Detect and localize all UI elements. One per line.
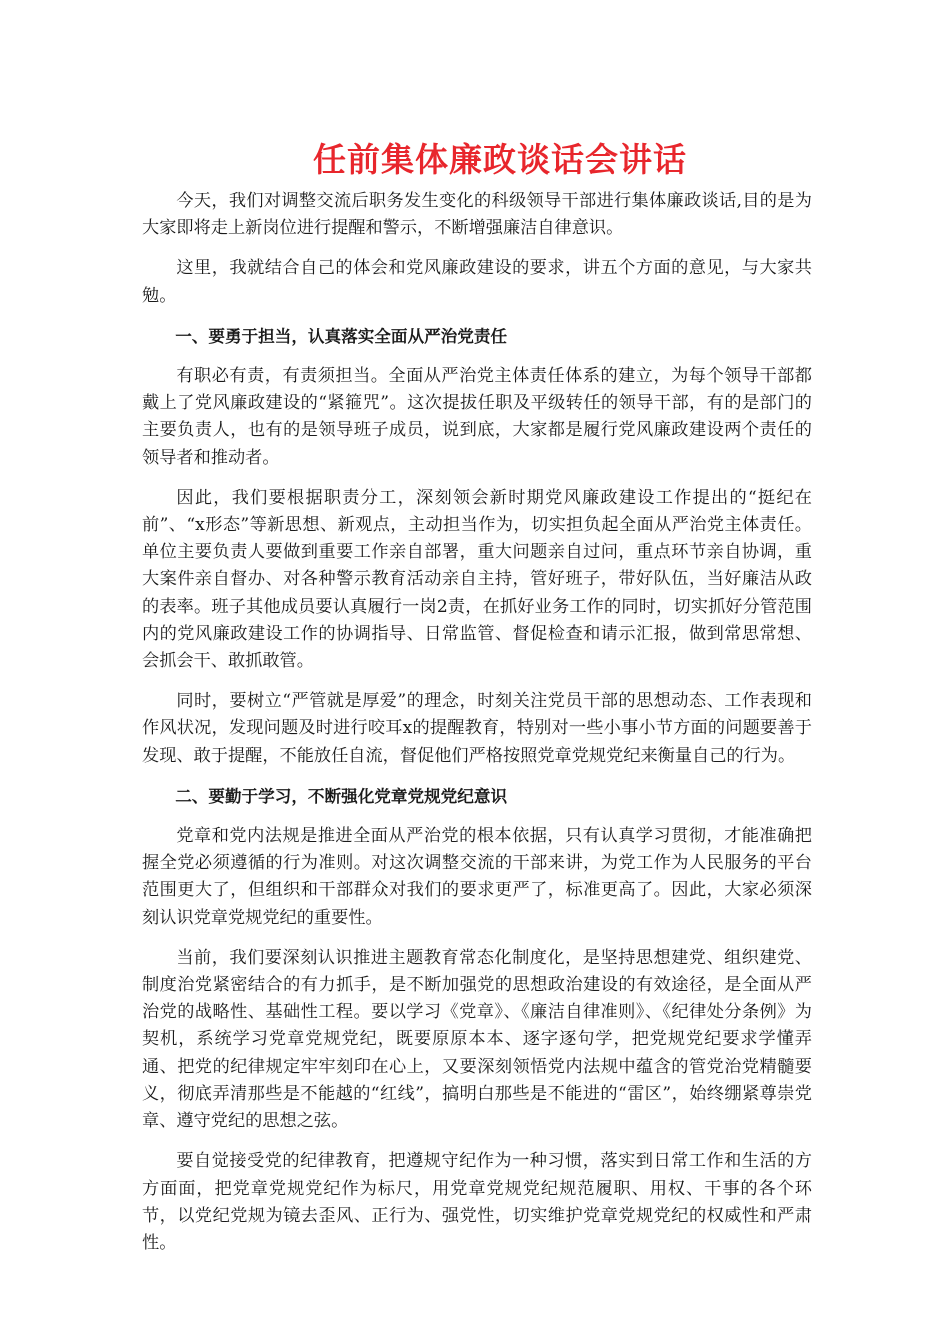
body-paragraph: 党章和党内法规是推进全面从严治党的根本依据，只有认真学习贯彻，才能准确把握全党必须遵循的行为准则。对这次调整交流的干部来讲，为党工作为人民服务的平台范围更大了，但组织和干部群众对我们的要求更严了，标准更高了。因此，大家必须深刻认识党章党规党纪的重要性。 [142,826,812,928]
body-paragraph: 因此，我们要根据职责分工，深刻领会新时期党风廉政建设工作提出的“挺纪在前”、“x形态”等新思想、新观点，主动担当作为，切实担负起全面从严治党主体责任。单位主要负责人要做到重要工作亲自部署，重大问题亲自过问，重点环节亲自协调，重大案件亲自督办、对各种警示教育活动亲自主持，管好班子，带好队伍，当好廉洁从政的表率。班子其他成员要认真履行一岗2责，在抓好业务工作的同时，切实抓好分管范围内的党风廉政建设工作的协调指导、日常监管、督促检查和请示汇报，做到常思常想、会抓会干、敢抓敢管。 [142,487,812,672]
section-heading: 二、要勤于学习，不断强化党章党规党纪意识 [175,786,508,806]
body-paragraph: 同时，要树立“严管就是厚爱”的理念，时刻关注党员干部的思想动态、工作表现和作风状况，发现问题及时进行咬耳x的提醒教育，特别对一些小事小节方面的问题要善于发现、敢于提醒，不能放任自流，督促他们严格按照党章党规党纪来衡量自己的行为。 [142,691,812,766]
section-heading: 一、要勇于担当，认真落实全面从严治党责任 [175,326,508,346]
document-title: 任前集体廉政谈话会讲话 [313,140,687,179]
body-paragraph: 今天，我们对调整交流后职务发生变化的科级领导干部进行集体廉政谈话,目的是为大家即将走上新岗位进行提醒和警示，不断增强廉洁自律意识。 [142,191,812,239]
document-body [142,188,812,1270]
body-paragraph: 这里，我就结合自己的体会和党风廉政建设的要求，讲五个方面的意见，与大家共勉。 [142,258,812,306]
body-paragraph: 要自觉接受党的纪律教育，把遵规守纪作为一种习惯，落实到日常工作和生活的方方面面，把党章党规党纪作为标尺，用党章党规党纪规范履职、用权、干事的各个环节，以党纪党规为镜去歪风、正行为、强党性，切实维护党章党规党纪的权威性和严肃性。 [142,1151,812,1253]
body-paragraph: 有职必有责，有责须担当。全面从严治党主体责任体系的建立，为每个领导干部都戴上了党风廉政建设的“紧箍咒”。这次提拔任职及平级转任的领导干部，有的是部门的主要负责人，也有的是领导班子成员，说到底，大家都是履行党风廉政建设两个责任的领导者和推动者。 [142,366,812,468]
body-paragraph: 当前，我们要深刻认识推进主题教育常态化制度化，是坚持思想建党、组织建党、制度治党紧密结合的有力抓手，是不断加强党的思想政治建设的有效途径，是全面从严治党的战略性、基础性工程。要以学习《党章》、《廉洁自律准则》、《纪律处分条例》为契机，系统学习党章党规党纪，既要原原本本、逐字逐句学，把党规党纪要求学懂弄通、把党的纪律规定牢牢刻印在心上，又要深刻领悟党内法规中蕴含的管党治党精髓要义，彻底弄清那些是不能越的“红线”，搞明白那些是不能进的“雷区”，始终绷紧尊崇党章、遵守党纪的思想之弦。 [142,947,812,1132]
